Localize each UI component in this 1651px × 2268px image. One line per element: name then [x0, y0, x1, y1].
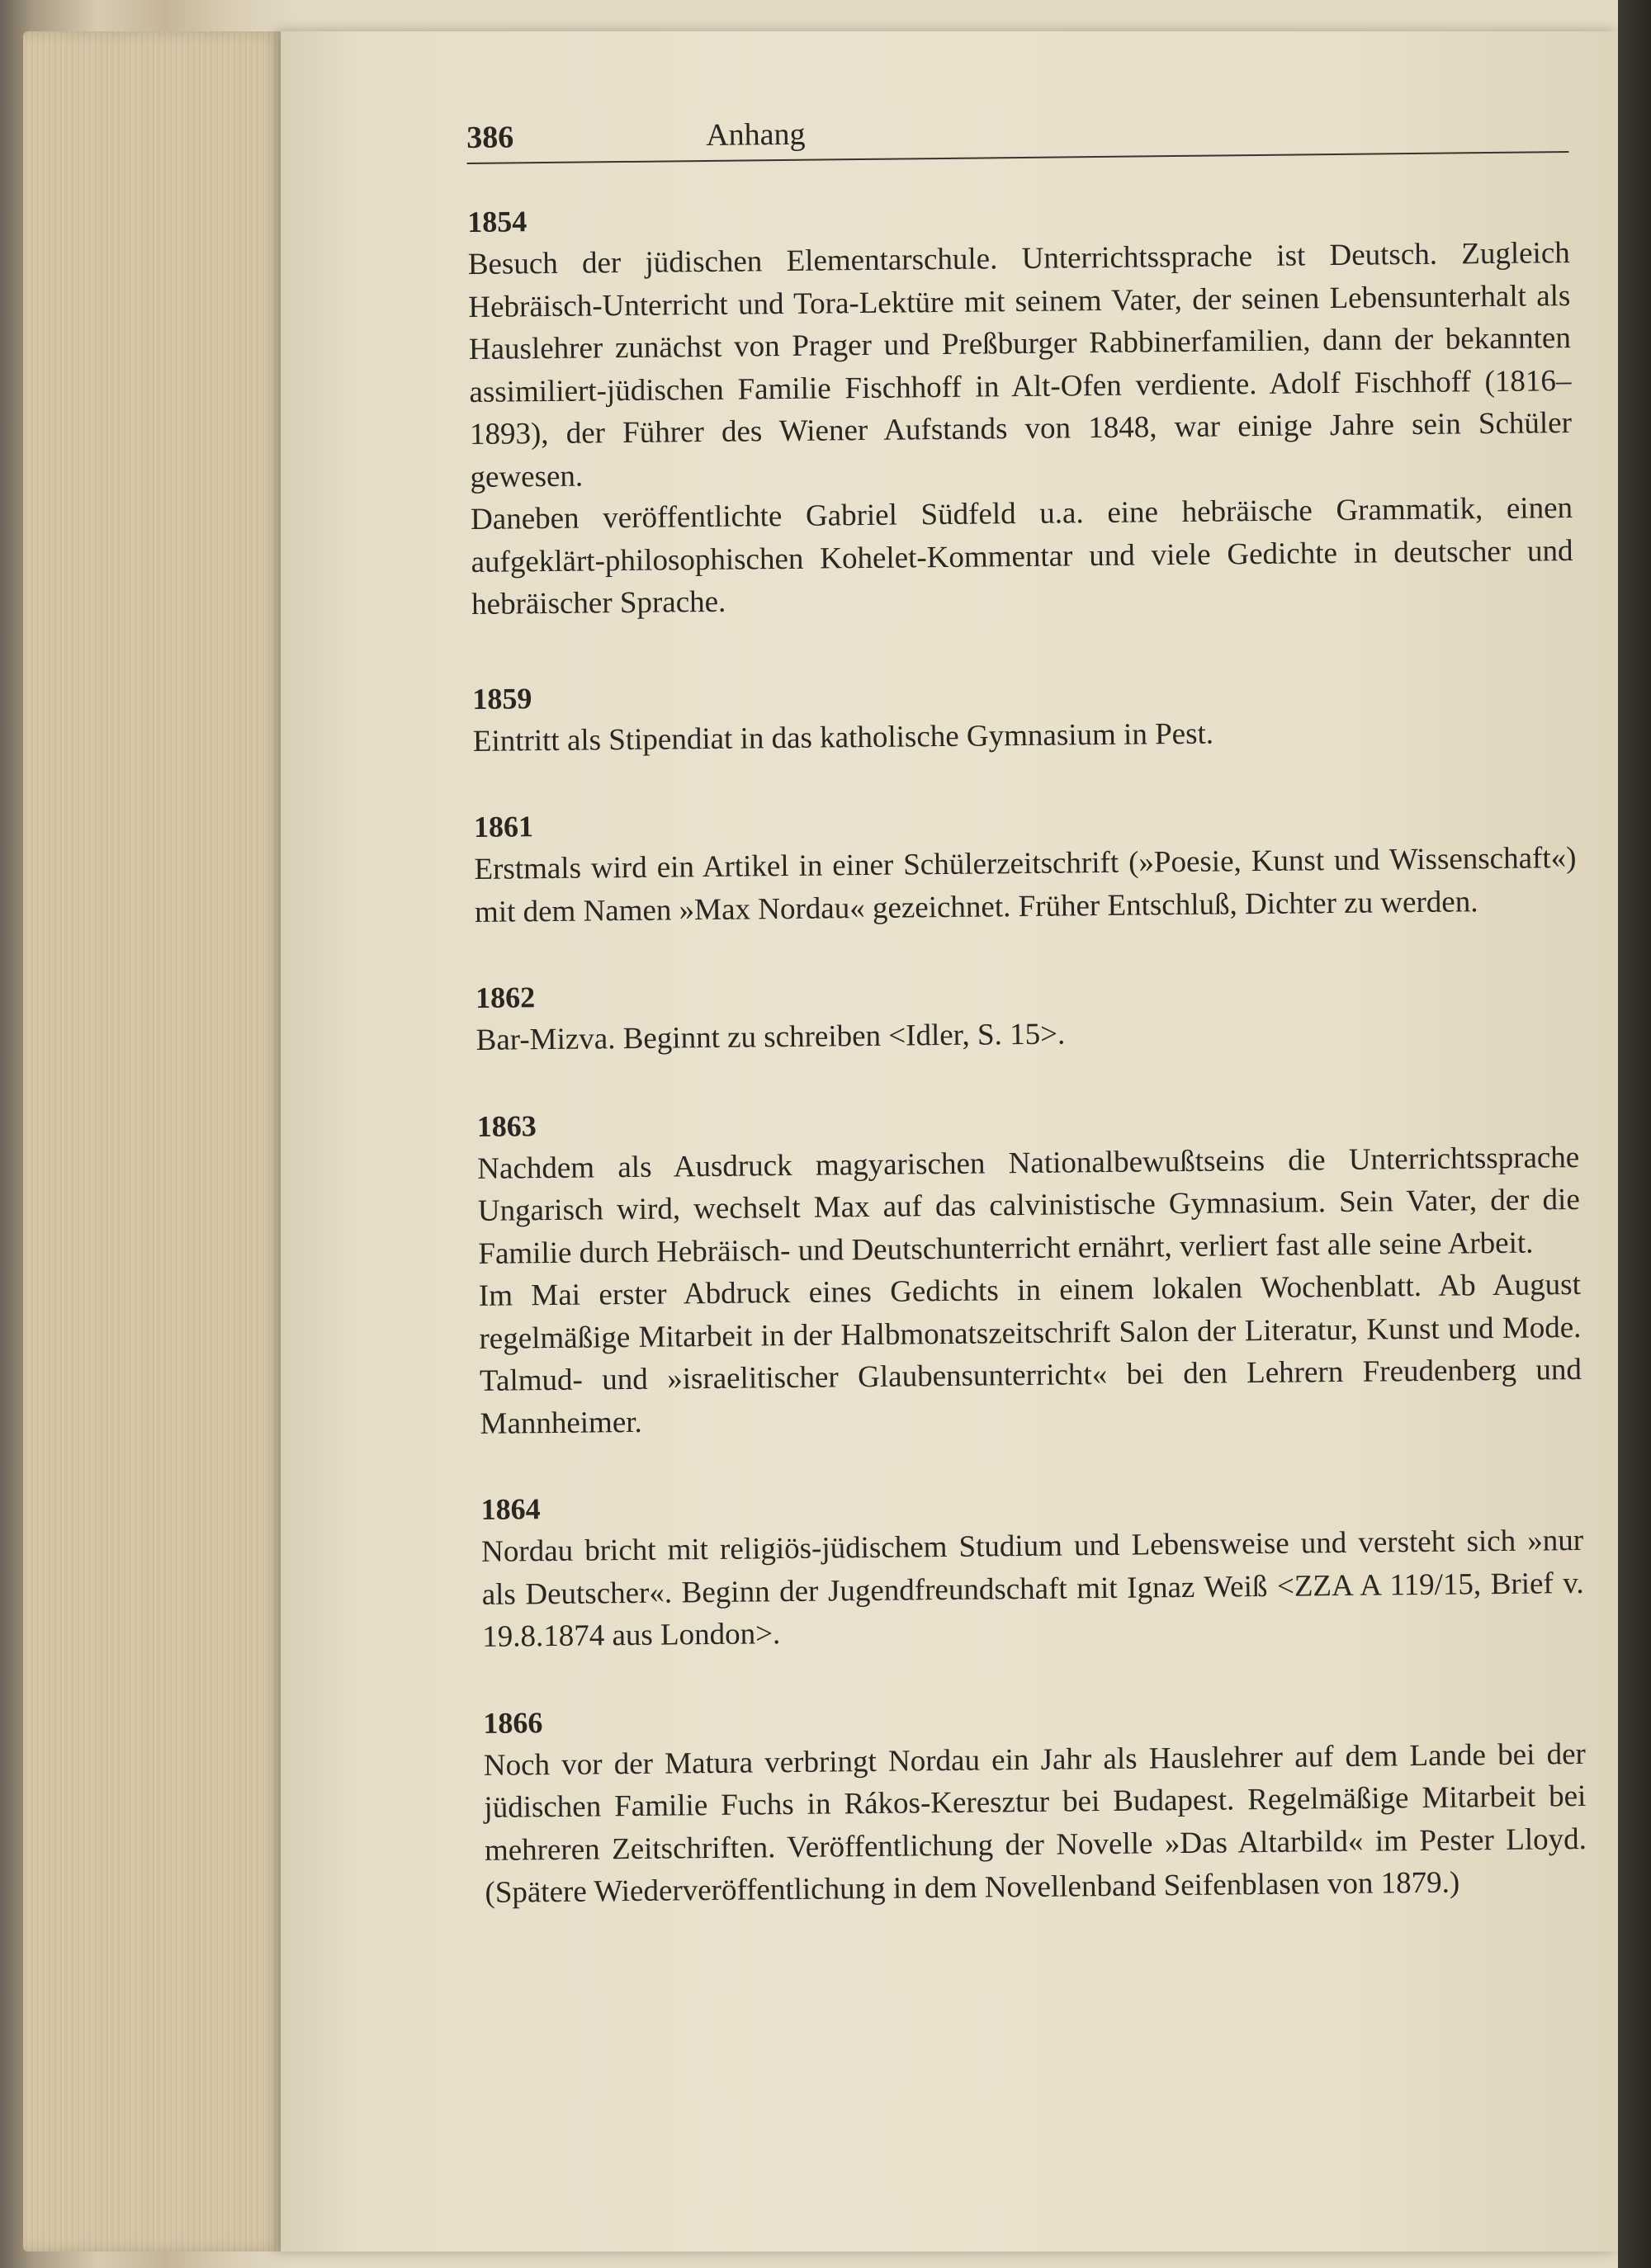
entry-year: 1861 — [473, 810, 534, 843]
entry-paragraph: Im Mai erster Abdruck eines Gedichts in einem lokalen Wochenblatt. Ab August regelmäßige Mitarbeit in der Halbmonatszeitschrift Salon der Literatur, Kunst und Mode. Talmud- und »israelitischer Glaubensunterricht« bei den Lehrern Freudenberg und Mannheimer. — [478, 1267, 1582, 1441]
entry-year: 1863 — [476, 1108, 537, 1143]
entry-paragraph: Eintritt als Stipendiat in das katholische Gymnasium in Pest. — [472, 716, 1214, 758]
chronology-entry-1863 — [476, 1093, 1582, 1444]
chronology-entry-1861 — [474, 794, 1578, 933]
entry-year: 1859 — [472, 681, 532, 716]
entry-year: 1866 — [483, 1705, 543, 1740]
entry-paragraph: Nachdem als Ausdruck magyarischen Nationalbewußtseins die Unterrichtssprache Ungarisch wird, wechselt Max auf das calvinistische Gymnasium. Sein Vater, der die Familie durch Hebräisch- und Deutschunterricht ernährt, verliert fast alle seine Arbeit. — [477, 1140, 1580, 1271]
book-page-edges — [23, 31, 296, 2251]
entry-year: 1864 — [480, 1492, 541, 1526]
chronology-entry-1854 — [467, 189, 1573, 626]
entry-paragraph: Erstmals wird ein Artikel in einer Schülerzeitschrift (»Poesie, Kunst und Wissenschaft«) mit dem Namen »Max Nordau« gezeichnet. Früher Entschluß, Dichter zu werden. — [474, 840, 1577, 929]
chronology-entry-1859 — [472, 665, 1575, 762]
binding-shadow — [1618, 0, 1651, 2268]
entry-year: 1862 — [475, 980, 536, 1014]
chronology-entry-1864 — [480, 1477, 1584, 1658]
page-number: 386 — [466, 120, 514, 155]
entry-paragraph: Daneben veröffentlichte Gabriel Südfeld u.a. eine hebräische Grammatik, einen aufgeklärt-philosophischen Kohelet-Kommentar und viele Gedichte in deutscher und hebräischer Sprache. — [470, 490, 1573, 621]
section-title: Anhang — [705, 116, 806, 153]
entry-year: 1854 — [467, 205, 527, 239]
entry-paragraph: Nordau bricht mit religiös-jüdischem Studium und Lebensweise und versteht sich »nur als Deutscher«. Beginn der Jugendfreundschaft mit Ignaz Weiß <ZZA A 119/15, Brief v. 19.8.1874 aus London>. — [480, 1523, 1584, 1654]
chronology-entry-1866 — [483, 1689, 1587, 1914]
entry-paragraph: Besuch der jüdischen Elementarschule. Unterrichtssprache ist Deutsch. Zugleich Hebräisch-Unterricht und Tora-Lektüre mit seinem Vater, der seinen Lebensunterhalt als Hauslehrer zunächst von Prager und Preßburger Rabbinerfamilien, dann der bekannten assimiliert-jüdischen Familie Fischhoff in Alt-Ofen verdiente. Adolf Fischhoff (1816–1893), der Führer des Wiener Aufstands von 1848, war einige Jahre sein Schüler gewesen. — [467, 236, 1573, 494]
chronology-entry-1862 — [475, 965, 1578, 1061]
page-content — [466, 108, 1587, 1914]
entry-paragraph: Bar-Mizva. Beginnt zu schreiben <Idler, S. 15>. — [475, 1017, 1066, 1057]
entry-paragraph: Noch vor der Matura verbringt Nordau ein Jahr als Hauslehrer auf dem Lande bei der jüdischen Familie Fuchs in Rákos-Keresztur bei Budapest. Regelmäßige Mitarbeit bei mehreren Zeitschriften. Veröffentlichung der Novelle »Das Altarbild« im Pester Lloyd. (Spätere Wiederveröffentlichung in dem Novellenband Seifenblasen von 1879.) — [483, 1736, 1587, 1910]
